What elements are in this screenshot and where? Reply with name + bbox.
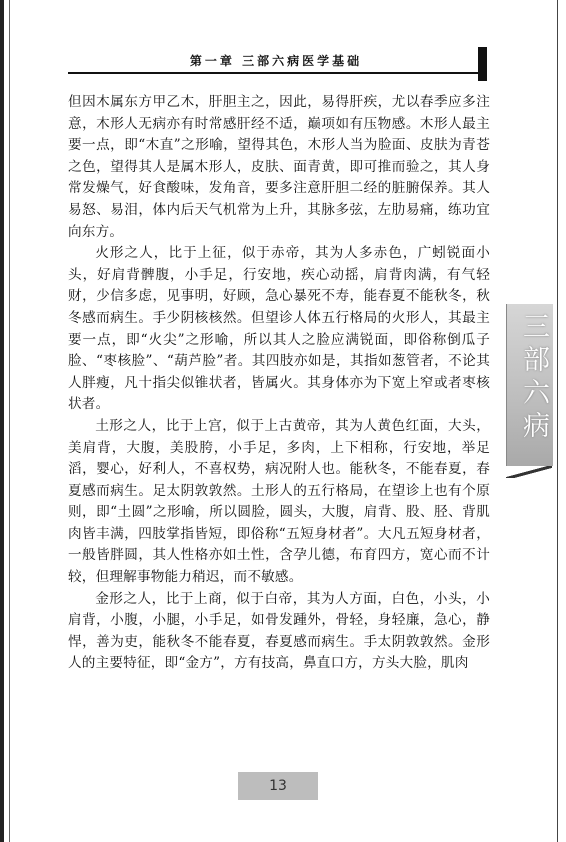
section-side-tab xyxy=(506,304,553,466)
header-rule xyxy=(68,72,484,74)
page-right-border xyxy=(557,0,558,842)
side-tab-slash xyxy=(506,466,552,478)
paragraph-metal-type: 金形之人，比于上商，似于白帝，其为人方面，白色，小头，小肩背，小腹，小腿，小手足，如骨发踵外，骨轻，身轻廉，急心，静悍，善为吏，能秋冬不能春夏，春夏感而病生。手太阴敦敦然。金形人的主要特征，即“金方”，方有技高，鼻直口方，方头大脸，肌肉 xyxy=(68,590,490,672)
chapter-title: 第一章 三部六病医学基础 xyxy=(189,54,363,68)
paragraph-earth-type: 土形之人，比于上宫，似于上古黄帝，其为人黄色红面，大头，美肩背，大腹，美股胯，小手足，多肉，上下相称，行安地，举足滔，婴心，好利人，不喜权势，病况附人也。能秋冬，不能春夏，春夏感而病生。足太阴敦敦然。土形人的五行格局，在望诊上也有个原则，即“土圆”之形喻，所以圆脸，圆头，大腹，肩背、股、胫、背肌肉皆丰满，四肢掌指皆短，即俗称“五短身材者”。大凡五短身材者，一般皆胖圆，其人性格亦如土性，含孕儿德，布育四方，宽心而不计较，但理解事物能力稍迟，而不敏感。 xyxy=(68,417,490,586)
page-left-inner-border xyxy=(9,0,10,842)
page-number: 13 xyxy=(238,772,318,800)
page-left-border xyxy=(0,0,4,842)
running-header xyxy=(68,48,484,74)
body-text xyxy=(68,92,490,675)
side-tab-label: 三部六病 xyxy=(518,312,549,444)
header-marker-bar xyxy=(478,47,487,81)
paragraph-wood-type: 但因木属东方甲乙木，肝胆主之，因此，易得肝疾，尤以春季应多注意，木形人无病亦有时常感肝经不适，巅项如有压物感。木形人最主要一点，即“木直”之形喻，望得其色，木形人当为脸面、皮肤为青苍之色，望得其人是属木形人，皮肤、面青黄，即可推而验之，其人身常发燥气，好食酸味，发角音，要多注意肝胆二经的脏腑保养。其人易怒、易泪，体内后天气机常为上升，其脉多弦，左肋易痛，练功宜向东方。 xyxy=(68,94,490,240)
paragraph-fire-type: 火形之人，比于上征，似于赤帝，其为人多赤色，广蚓锐面小头，好肩背髀腹，小手足，行安地，疾心动摇，肩背肉满，有气轻财，少信多虑，见事明，好顾，急心暴死不寿，能春夏不能秋冬，秋冬感而病生。手少阴核核然。但望诊人体五行格局的火形人，其最主要一点，即“火尖”之形喻，所以其人之脸应满锐面，即俗称倒瓜子脸、“枣核脸”、“葫芦脸”者。其四肢亦如是，其指如葱管者，不论其人胖瘦，凡十指尖似锥状者，皆属火。其身体亦为下宽上窄或者枣核状者。 xyxy=(68,245,490,413)
